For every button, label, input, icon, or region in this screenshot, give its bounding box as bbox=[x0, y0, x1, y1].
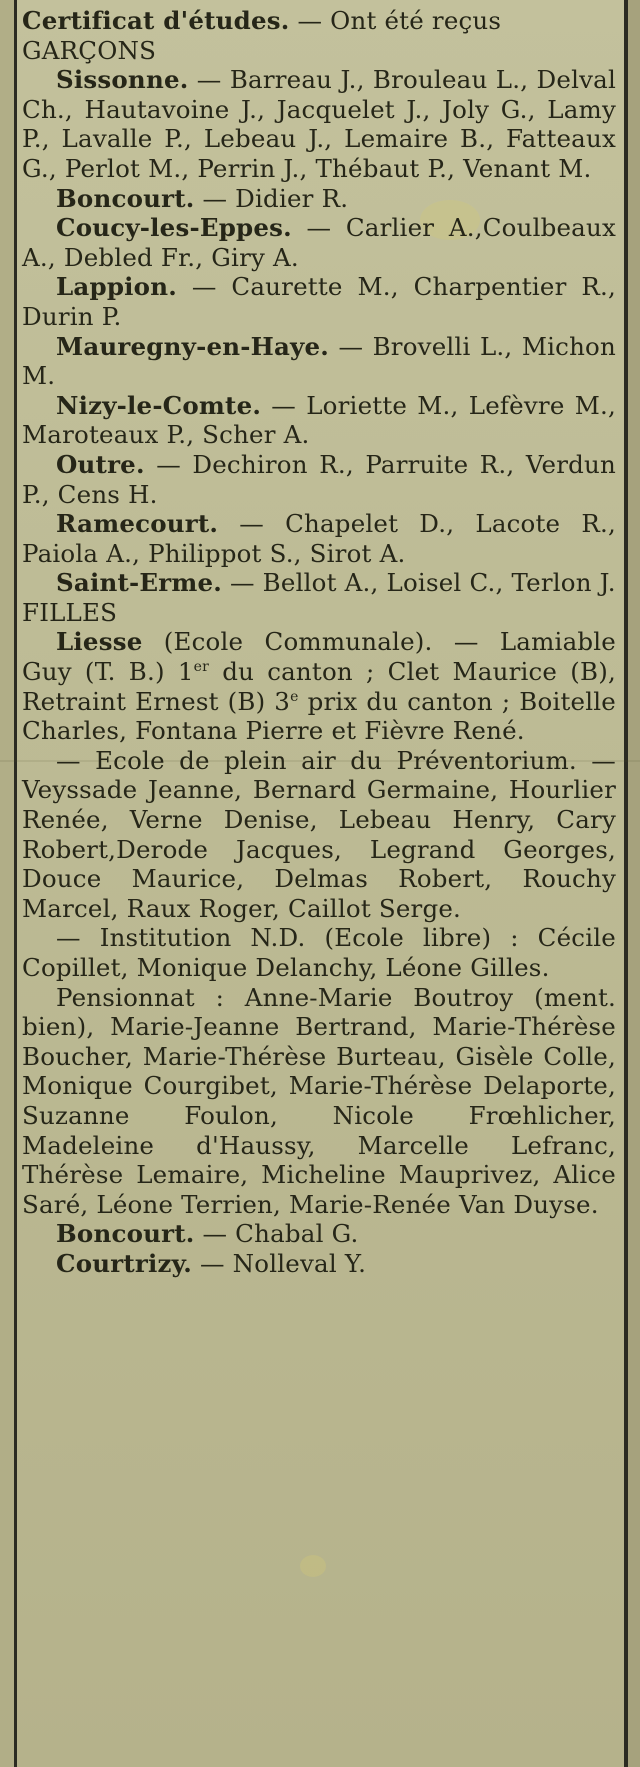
entry-text: prix du canton ; Boitelle Charles, Fontana Pierre et Fièvre René. bbox=[22, 686, 616, 746]
entry-names: — Didier R. bbox=[194, 183, 349, 213]
entry-place: Boncourt. bbox=[56, 183, 195, 213]
entry-nizy-le-comte bbox=[22, 391, 616, 450]
entry-boncourt-girls bbox=[22, 1219, 616, 1249]
entry-names: — Bellot A., Loisel C., Terlon J. bbox=[222, 568, 616, 598]
entry-place: Boncourt. bbox=[56, 1219, 195, 1249]
section-heading-boys: GARÇONS bbox=[22, 35, 157, 65]
entry-saint-erme bbox=[22, 568, 616, 598]
entry-mauregny-en-haye bbox=[22, 332, 616, 391]
entry-place: Saint-Erme. bbox=[56, 568, 222, 598]
entry-courtrizy bbox=[22, 1249, 616, 1279]
entry-pensionnat: Pensionnat : Anne-Marie Boutroy (ment. bien), Marie-Jeanne Bertrand, Marie-Thérèse Boucher, Marie-Thérèse Burteau, Gisèle Colle, Monique Courgibet, Marie-Thérèse Delaporte, Suzanne Foulon, Nicole Frœhlicher, Madeleine d'Haussy, Marcelle Lefranc, Thérèse Lemaire, Micheline Mauprivez, Alice Saré, Léone Terrien, Marie-Renée Van Duyse. bbox=[22, 982, 616, 1219]
entry-lappion bbox=[22, 272, 616, 331]
entry-liesse bbox=[22, 627, 616, 745]
entry-preventorium: — Ecole de plein air du Préventorium. — Veyssade Jeanne, Bernard Germaine, Hourlier Renée, Verne Denise, Lebeau Henry, Cary Robert,Derode Jacques, Legrand Georges, Douce Maurice, Delmas Robert, Rouchy Marcel, Raux Roger, Caillot Serge. bbox=[22, 745, 616, 923]
article-title: Certificat d'études. bbox=[22, 6, 290, 35]
entry-institution: — Institution N.D. (Ecole libre) : Cécile Copillet, Monique Delanchy, Léone Gilles. bbox=[22, 923, 616, 982]
entry-sissonne bbox=[22, 65, 616, 183]
entry-coucy-les-eppes bbox=[22, 213, 616, 272]
entry-place: Nizy-le-Comte. bbox=[56, 390, 262, 420]
section-heading-girls: FILLES bbox=[22, 597, 118, 627]
superscript: er bbox=[193, 658, 210, 675]
entry-text: (Ecole Communale). — Lamiable Guy (T. B.) 1 bbox=[22, 627, 616, 687]
article-header bbox=[22, 6, 616, 36]
entry-place: Coucy-les-Eppes. bbox=[56, 213, 292, 243]
superscript: e bbox=[290, 688, 299, 705]
entry-place: Courtrizy. bbox=[56, 1248, 192, 1278]
entry-names: — Brovelli L., Michon M. bbox=[22, 331, 616, 391]
entry-place: Liesse bbox=[56, 627, 143, 657]
entry-place: Outre. bbox=[56, 449, 145, 479]
entry-outre bbox=[22, 450, 616, 509]
entry-names: — Nolleval Y. bbox=[191, 1248, 367, 1278]
entry-place: Ramecourt. bbox=[56, 509, 219, 539]
article-subtitle: — Ont été reçus bbox=[289, 6, 502, 35]
entry-names: — Chapelet D., Lacote R., Paiola A., Philippot S., Sirot A. bbox=[22, 509, 616, 568]
entry-ramecourt bbox=[22, 509, 616, 568]
page-margin-right bbox=[628, 0, 640, 1767]
entry-names: — Caurette M., Charpentier R., Durin P. bbox=[22, 272, 616, 331]
entry-place: Sissonne. bbox=[56, 65, 189, 95]
entry-names: — Carlier A.,Coulbeaux A., Debled Fr., Giry A. bbox=[22, 213, 616, 272]
entry-text: du canton ; Clet Maurice (B), Retraint Ernest (B) 3 bbox=[22, 657, 616, 716]
entry-names: — Dechiron R., Parruite R., Verdun P., Cens H. bbox=[22, 449, 616, 509]
entry-names: — Barreau J., Brouleau L., Delval Ch., Hautavoine J., Jacquelet J., Joly G., Lamy P., Lavalle P., Lebeau J., Lemaire B., Fatteaux G., Perlot M., Perrin J., Thébaut P., Venant M. bbox=[22, 65, 616, 183]
column-rule-left bbox=[14, 0, 17, 1767]
entry-place: Mauregny-en-Haye. bbox=[56, 331, 329, 361]
entry-names: — Chabal G. bbox=[194, 1219, 359, 1249]
article-column bbox=[22, 6, 616, 1279]
adjacent-column-edge bbox=[0, 0, 14, 1767]
paper-stain bbox=[300, 1555, 326, 1577]
entry-place: Lappion. bbox=[56, 272, 177, 302]
entry-names: — Loriette M., Lefèvre M., Maroteaux P., Scher A. bbox=[22, 390, 616, 450]
entry-boncourt bbox=[22, 184, 616, 214]
